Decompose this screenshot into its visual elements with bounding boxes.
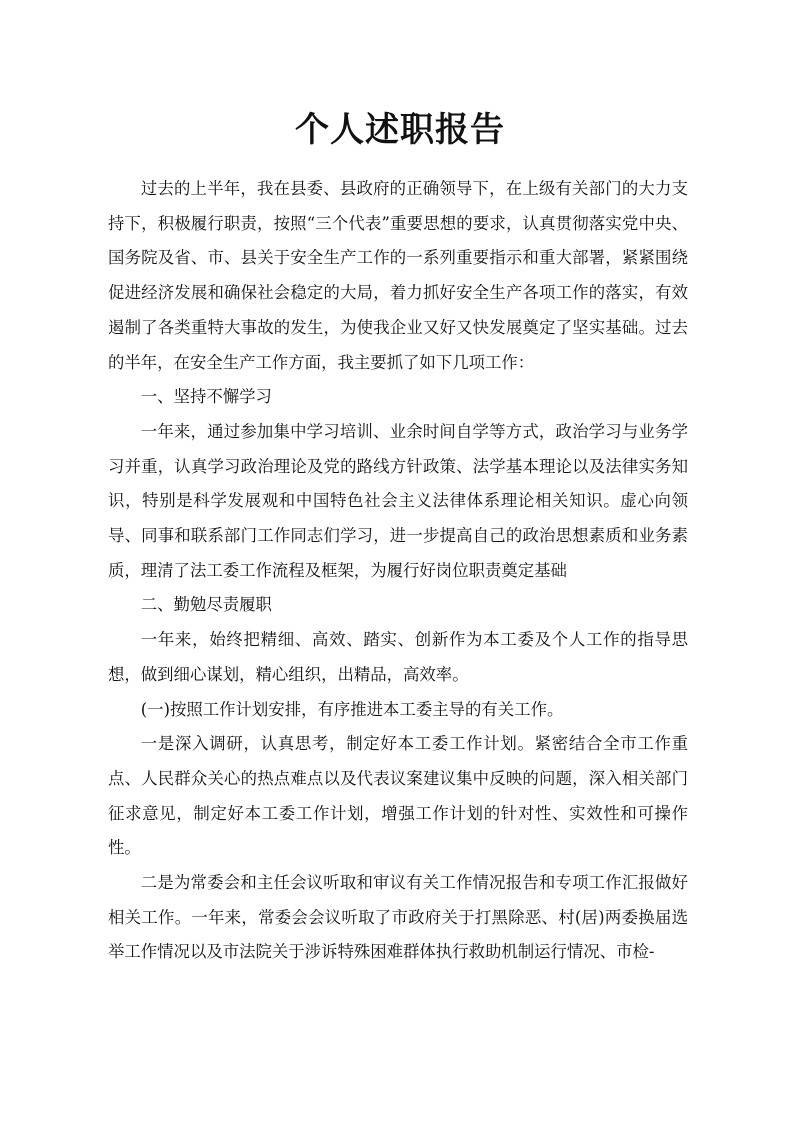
paragraph-intro: 过去的上半年，我在县委、县政府的正确领导下，在上级有关部门的大力支持下，积极履行职责，按照“三个代表”重要思想的要求，认真贯彻落实党中央、国务院及省、市、县关于安全生产工作的一系列重要指示和重大部署，紧紧围绕促进经济发展和确保社会稳定的大局，着力抓好安全生产各项工作的落实，有效遏制了各类重特大事故的发生，为使我企业又好又快发展奠定了坚实基础。过去的半年，在安全生产工作方面，我主要抓了如下几项工作： [108,179,688,372]
document-body [108,172,688,970]
paragraph-point-two: 二是为常委会和主任会议听取和审议有关工作情况报告和专项工作汇报做好相关工作。一年来，常委会会议听取了市政府关于打黑除恶、村(居)两委换届选举工作情况以及市法院关于涉诉特殊困难群体执行救助机制运行情况、市检- [108,873,688,962]
document-title: 个人述职报告 [295,110,505,150]
section-heading-study: 一、坚持不懈学习 [140,387,272,407]
paragraph-subsection-one: (一)按照工作计划安排，有序推进本工委主导的有关工作。 [140,699,564,719]
paragraph-duty: 一年来，始终把精细、高效、踏实、创新作为本工委及个人工作的指导思想，做到细心谋划，精心组织，出精品，高效率。 [108,630,688,684]
paragraph-point-one: 一是深入调研，认真思考，制定好本工委工作计划。紧密结合全市工作重点、人民群众关心的热点难点以及代表议案建议集中反映的问题，深入相关部门征求意见，制定好本工委工作计划，增强工作计划的针对性、实效性和可操作性。 [108,734,688,858]
section-heading-duty: 二、勤勉尽责履职 [140,595,272,615]
paragraph-study: 一年来，通过参加集中学习培训、业余时间自学等方式，政治学习与业务学习并重，认真学习政治理论及党的路线方针政策、法学基本理论以及法律实务知识，特别是科学发展观和中国特色社会主义法律体系理论相关知识。虚心向领导、同事和联系部门工作同志们学习，进一步提高自己的政治思想素质和业务素质，理清了法工委工作流程及框架，为履行好岗位职责奠定基础 [108,421,688,580]
